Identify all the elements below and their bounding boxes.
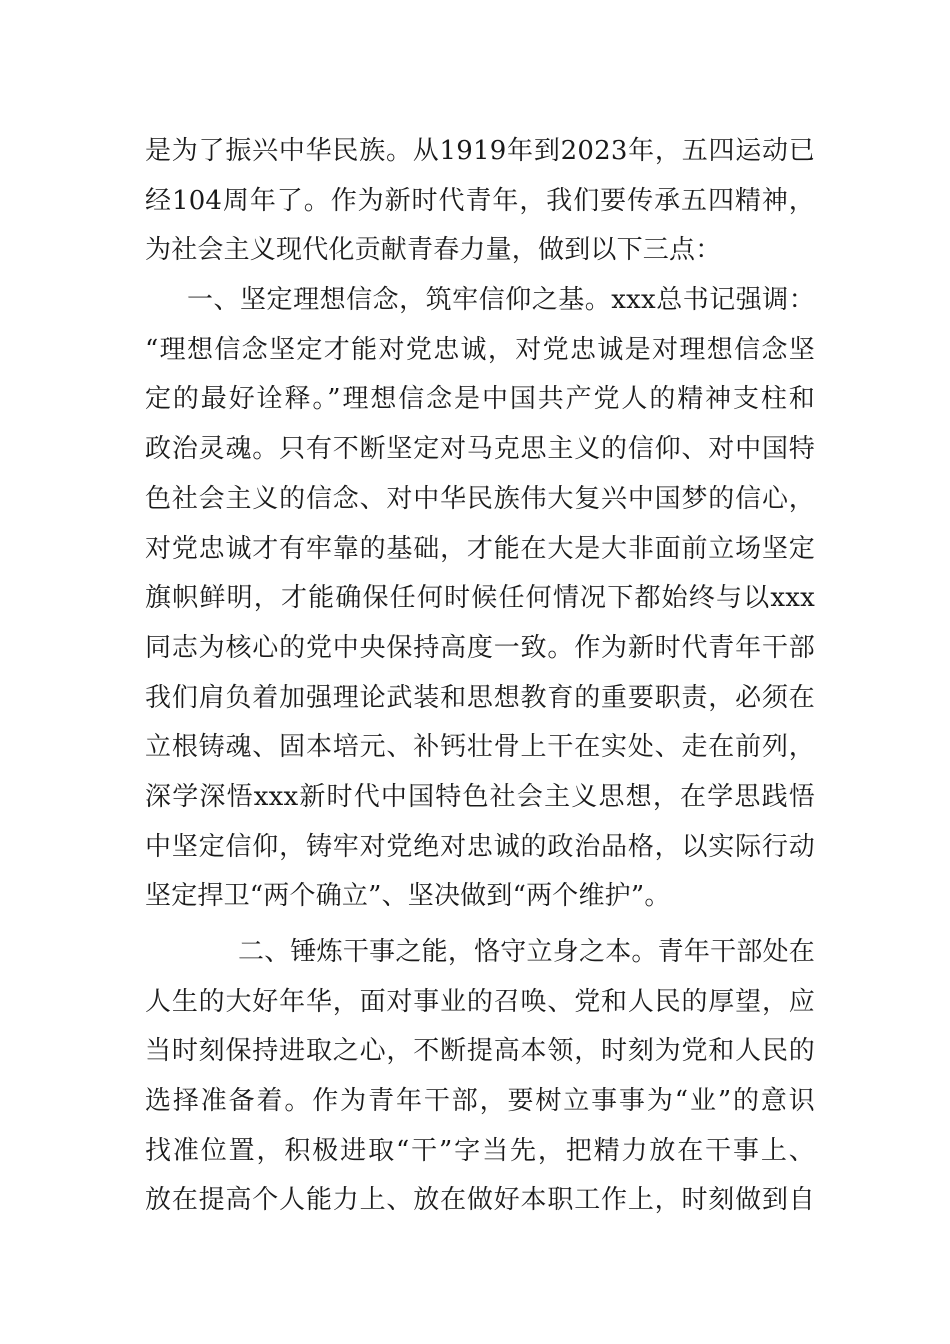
section1-line: 同志为核心的党中央保持高度一致。作为新时代青年干部 [145, 632, 815, 663]
section1-line: 定的最好诠释。”理想信念是中国共产党人的精神支柱和 [145, 384, 815, 415]
section1-line: 政治灵魂。只有不断坚定对马克思主义的信仰、对中国特 [145, 434, 815, 465]
section1-line: “理想信念坚定才能对党忠诚，对党忠诚是对理想信念坚 [145, 334, 815, 365]
section1-line: 坚定捍卫“两个确立”、坚决做到“两个维护”。 [145, 881, 671, 912]
section2-line: 选择准备着。作为青年干部，要树立事事为“业”的意识 [145, 1086, 815, 1117]
section2-line: 放在提高个人能力上、放在做好本职工作上，时刻做到自 [145, 1185, 815, 1216]
section1-line: 中坚定信仰，铸牢对党绝对忠诚的政治品格，以实际行动 [145, 831, 815, 862]
section1-line: 旗帜鲜明，才能确保任何时候任何情况下都始终与以xxx [145, 583, 815, 614]
section2-line: 当时刻保持进取之心，不断提高本领，时刻为党和人民的 [145, 1036, 815, 1067]
section2-line: 找准位置，积极进取“干”字当先，把精力放在干事上、 [145, 1135, 815, 1166]
section1-heading-line: 一、坚定理想信念，筑牢信仰之基。xxx总书记强调： [187, 285, 815, 316]
body-text [145, 127, 815, 1226]
section1-line: 色社会主义的信念、对中华民族伟大复兴中国梦的信心， [145, 483, 815, 514]
section1-line: 深学深悟xxx新时代中国特色社会主义思想，在学思践悟 [145, 781, 815, 812]
intro-line: 是为了振兴中华民族。从1919年到2023年，五四运动已 [145, 136, 815, 166]
intro-line: 经104周年了。作为新时代青年，我们要传承五四精神， [145, 185, 815, 216]
section1-line: 立根铸魂、固本培元、补钙壮骨上干在实处、走在前列， [145, 732, 815, 763]
section1-line: 我们肩负着加强理论武装和思想教育的重要职责，必须在 [145, 682, 815, 713]
intro-line: 为社会主义现代化贡献青春力量，做到以下三点： [145, 235, 722, 266]
section2-line: 人生的大好年华，面对事业的召唤、党和人民的厚望，应 [145, 986, 815, 1017]
section2-heading-line: 二、锤炼干事之能，恪守立身之本。青年干部处在 [238, 937, 815, 967]
section1-line: 对党忠诚才有牢靠的基础，才能在大是大非面前立场坚定 [145, 533, 815, 564]
